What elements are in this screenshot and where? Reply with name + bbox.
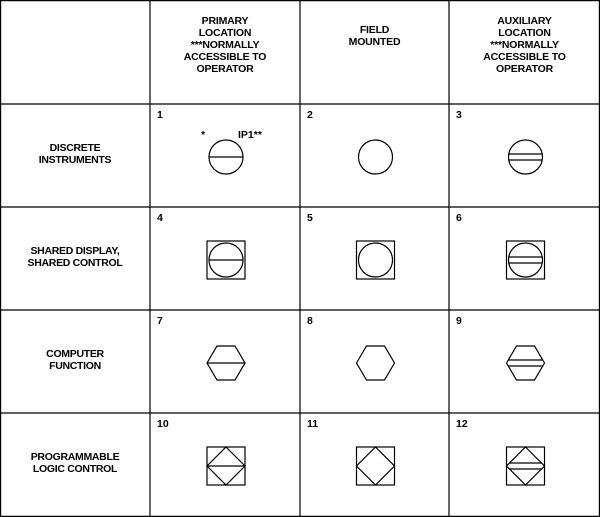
symbol-diamond bbox=[507, 447, 545, 485]
cell-number: 9 bbox=[456, 315, 462, 327]
symbol-cell-2 bbox=[300, 104, 449, 207]
symbol-circle-double-line bbox=[449, 104, 600, 207]
symbol-hexagon-single-line bbox=[150, 310, 300, 413]
symbol-circle bbox=[359, 243, 393, 277]
cell-number: 10 bbox=[157, 418, 169, 430]
symbol-cell-6 bbox=[449, 207, 600, 310]
symbol-cell-12 bbox=[449, 413, 600, 517]
cell-number: 6 bbox=[456, 212, 462, 224]
symbol-cell-5 bbox=[300, 207, 449, 310]
column-header-primary: PRIMARY LOCATION ***NORMALLY ACCESSIBLE TO OPERATOR bbox=[183, 15, 267, 75]
cell-number: 3 bbox=[456, 109, 462, 121]
row-header-plc: PROGRAMMABLE LOGIC CONTROL bbox=[30, 451, 120, 475]
symbol-square bbox=[507, 241, 545, 279]
symbol-square bbox=[507, 447, 545, 485]
symbol-hexagon bbox=[507, 346, 545, 380]
symbol-square bbox=[357, 241, 395, 279]
symbol-cell-9 bbox=[449, 310, 600, 413]
symbol-cell-8 bbox=[300, 310, 449, 413]
symbol-hexagon-double-line bbox=[449, 310, 600, 413]
cell-number: 8 bbox=[307, 315, 313, 327]
symbol-hexagon bbox=[357, 346, 395, 380]
symbol-hexagon-plain bbox=[300, 310, 449, 413]
symbol-circle-plain bbox=[300, 104, 449, 207]
symbol-square-circle-double-line bbox=[449, 207, 600, 310]
symbol-circle-single-line bbox=[150, 104, 300, 207]
cell-number: 1 bbox=[157, 109, 163, 121]
cell-number: 4 bbox=[157, 212, 163, 224]
symbol-cell-10 bbox=[150, 413, 300, 517]
row-header-discrete: DISCRETE INSTRUMENTS bbox=[38, 141, 112, 166]
symbol-cell-11 bbox=[300, 413, 449, 517]
cell-number: 5 bbox=[307, 212, 313, 224]
symbol-cell-4 bbox=[150, 207, 300, 310]
symbol-circle bbox=[509, 140, 543, 174]
cell-number: 7 bbox=[157, 315, 163, 327]
note-tag-label: IP1** bbox=[238, 129, 262, 141]
cell-number: 11 bbox=[307, 418, 319, 430]
symbol-cell-3 bbox=[449, 104, 600, 207]
row-header-computer: COMPUTER FUNCTION bbox=[46, 347, 104, 372]
symbol-square bbox=[357, 447, 395, 485]
symbol-cell-7 bbox=[150, 310, 300, 413]
cell-number: 12 bbox=[456, 418, 468, 430]
row-header-shared: SHARED DISPLAY, SHARED CONTROL bbox=[27, 244, 123, 269]
symbol-square-diamond-plain bbox=[300, 413, 449, 517]
symbol-circle bbox=[359, 140, 393, 174]
column-header-auxiliary: AUXILIARY LOCATION ***NORMALLY ACCESSIBLE TO OPERATOR bbox=[483, 15, 566, 75]
symbol-square-diamond-double-line bbox=[449, 413, 600, 517]
cell-number: 2 bbox=[307, 109, 313, 121]
symbol-square-circle-plain bbox=[300, 207, 449, 310]
symbol-diamond bbox=[357, 447, 395, 485]
symbol-cell-1 bbox=[150, 104, 300, 207]
symbol-square-circle-single-line bbox=[150, 207, 300, 310]
symbol-square-diamond-single-line bbox=[150, 413, 300, 517]
symbol-circle bbox=[509, 243, 543, 277]
note-asterisk: * bbox=[201, 129, 206, 141]
column-header-field: FIELD MOUNTED bbox=[348, 24, 401, 48]
